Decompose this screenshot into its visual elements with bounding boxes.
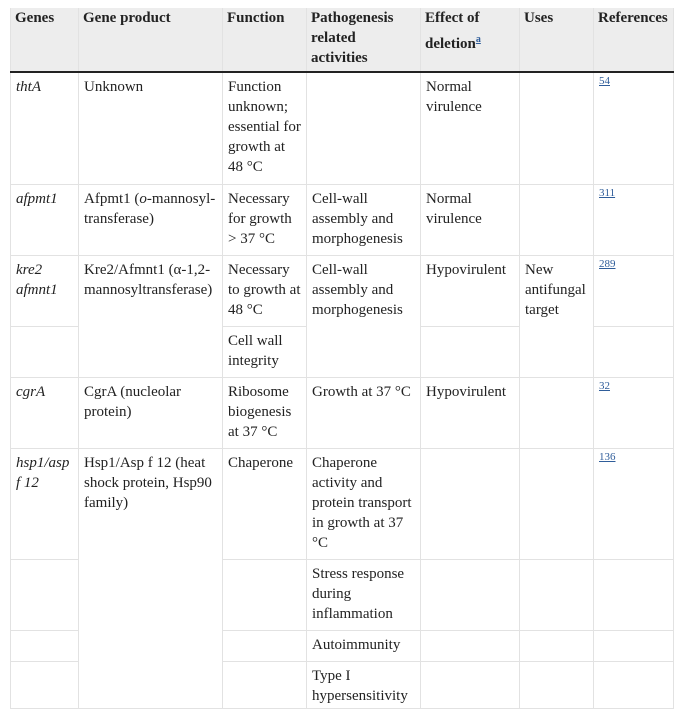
activity-cell: Autoimmunity (307, 630, 421, 661)
gene-cell: afpmt1 (11, 184, 79, 255)
activity-cell: Growth at 37 °C (307, 377, 421, 448)
uses-cell (520, 630, 594, 661)
gene-cell: hsp1/asp f 12 (11, 448, 79, 559)
function-cell: Necessary for growth > 37 °C (223, 184, 307, 255)
ref-cell (594, 630, 674, 661)
header-effect-of-deletion: Effect of deletion$^a$ (421, 8, 520, 72)
reference-link[interactable]: 136 (599, 450, 616, 463)
reference-link[interactable]: 289 (599, 257, 616, 270)
effect-cell: Hypovirulent (421, 377, 520, 448)
effect-cell (421, 661, 520, 708)
function-cell (223, 661, 307, 708)
product-cell: CgrA (nucleolar protein) (79, 377, 223, 448)
footnote-a-link[interactable]: a (475, 34, 481, 45)
uses-cell (520, 184, 594, 255)
ref-cell (594, 72, 674, 184)
ref-cell (594, 661, 674, 708)
table-row (11, 184, 674, 255)
effect-cell (421, 559, 520, 630)
ref-cell (594, 326, 674, 377)
uses-cell (520, 448, 594, 559)
gene-cell: cgrA (11, 377, 79, 448)
uses-cell (520, 661, 594, 708)
ref-cell (594, 559, 674, 630)
uses-cell (520, 72, 594, 184)
function-cell: Function unknown; essential for growth at 48 °C (223, 72, 307, 184)
function-cell: Ribosome biogenesis at 37 °C (223, 377, 307, 448)
function-cell (223, 559, 307, 630)
reference-link[interactable]: 311 (599, 186, 616, 199)
table-row (11, 448, 674, 559)
effect-cell (421, 630, 520, 661)
gene-cell (11, 326, 79, 377)
activity-cell: Type I hypersensitivity (307, 661, 421, 708)
product-cell: Afpmt1 (o-mannosyl-transferase) (79, 184, 223, 255)
header-uses: Uses (520, 8, 594, 72)
ref-cell (594, 448, 674, 559)
function-cell: Chaperone (223, 448, 307, 559)
gene-cell (11, 559, 79, 630)
header-row (11, 8, 674, 72)
header-pathogenesis: Pathogenesis related activities (307, 8, 421, 72)
product-cell: Hsp1/Asp f 12 (heat shock protein, Hsp90 family) (79, 448, 223, 708)
uses-cell (520, 377, 594, 448)
table-row (11, 377, 674, 448)
product-cell: Unknown (79, 72, 223, 184)
header-references: References (594, 8, 674, 72)
activity-cell: Stress response during inflammation (307, 559, 421, 630)
effect-cell (421, 326, 520, 377)
gene-cell (11, 661, 79, 708)
activity-cell: Cell-wall assembly and morphogenesis (307, 184, 421, 255)
uses-cell (520, 559, 594, 630)
reference-link[interactable]: 32 (599, 379, 610, 392)
header-genes: Genes (11, 8, 79, 72)
uses-cell: New antifungal target (520, 255, 594, 377)
activity-cell (307, 72, 421, 184)
effect-cell (421, 448, 520, 559)
function-cell (223, 630, 307, 661)
function-cell: Necessary to growth at 48 °C (223, 255, 307, 326)
function-cell: Cell wall integrity (223, 326, 307, 377)
header-function: Function (223, 8, 307, 72)
gene-cell (11, 630, 79, 661)
table-row (11, 72, 674, 184)
activity-cell: Cell-wall assembly and morphogenesis (307, 255, 421, 377)
header-gene-product: Gene product (79, 8, 223, 72)
table-row (11, 255, 674, 326)
gene-cell: kre2 afmnt1 (11, 255, 79, 326)
effect-cell: Normal virulence (421, 184, 520, 255)
effect-cell: Hypovirulent (421, 255, 520, 326)
product-cell: Kre2/Afmnt1 (α-1,2-mannosyltransferase) (79, 255, 223, 377)
activity-cell: Chaperone activity and protein transport in growth at 37 °C (307, 448, 421, 559)
ref-cell (594, 377, 674, 448)
ref-cell (594, 184, 674, 255)
reference-link[interactable]: 54 (599, 75, 610, 87)
gene-table (10, 8, 674, 709)
gene-cell: thtA (11, 72, 79, 184)
ref-cell (594, 255, 674, 326)
effect-cell: Normal virulence (421, 72, 520, 184)
